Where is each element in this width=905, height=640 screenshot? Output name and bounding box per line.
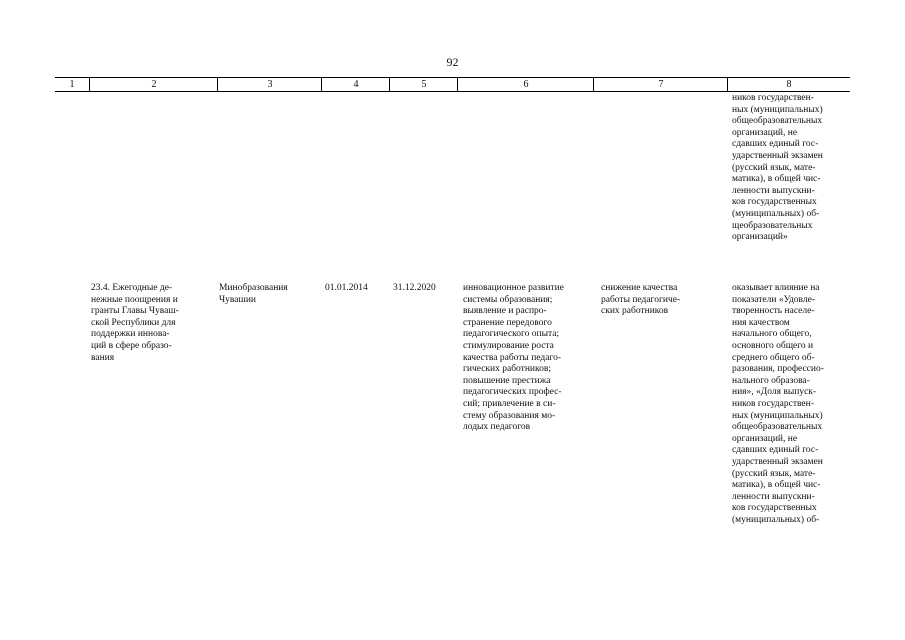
header-col-5: 5 xyxy=(389,78,458,91)
header-col-7: 7 xyxy=(593,78,728,91)
header-col-8: 8 xyxy=(727,78,850,91)
end-date: 31.12.2020 xyxy=(393,283,436,293)
table-header-row xyxy=(55,77,850,92)
expected-result: инновационное развитие системы образования; выявление и распро- странение передового педагогического опыта; стимулирование роста качества работы педаго- гических работников; повышение престижа педагогических профес- сий; привлечение в си- стему образования мо- лодых педагогов xyxy=(463,283,564,433)
header-col-6: 6 xyxy=(457,78,594,91)
page-number: 92 xyxy=(446,55,459,69)
continued-col8-text: ников государствен- ных (муниципальных) общеобразовательных организаций, не сдавших единый гос- ударственный экзамен (русский язык, мате- матика), в общей чис- ленности выпускни- ков государственных (муниципальных) об- щеобразовательных организаций» xyxy=(732,93,823,243)
consequences-text: снижение качества работы педагогиче- ских работников xyxy=(601,283,681,317)
header-col-1: 1 xyxy=(69,79,75,90)
measure-title: 23.4. Ежегодные де- нежные поощрения и гранты Главы Чуваш- ской Республики для поддержки иннова- ций в сфере образо- вания xyxy=(91,283,179,363)
header-col-2: 2 xyxy=(89,78,218,91)
responsible-executor: Минобразования Чувашии xyxy=(219,283,288,305)
start-date: 01.01.2014 xyxy=(325,283,368,293)
header-col-4: 4 xyxy=(321,78,390,91)
indicator-link-text: оказывает влияние на показатели «Удовле- творенность населе- ния качеством начального общего, основного общего и среднего общего об- разования, профессио- нального образова- ния», «Доля выпуск- ников государствен- ных (муниципальных) общеобразовательных организаций, не сдавших единый гос- ударственный экзамен (русский язык, мате- матика), в общей чис- ленности выпускни- ков государственных (муниципальных) об- xyxy=(732,283,824,525)
header-col-3: 3 xyxy=(217,78,322,91)
